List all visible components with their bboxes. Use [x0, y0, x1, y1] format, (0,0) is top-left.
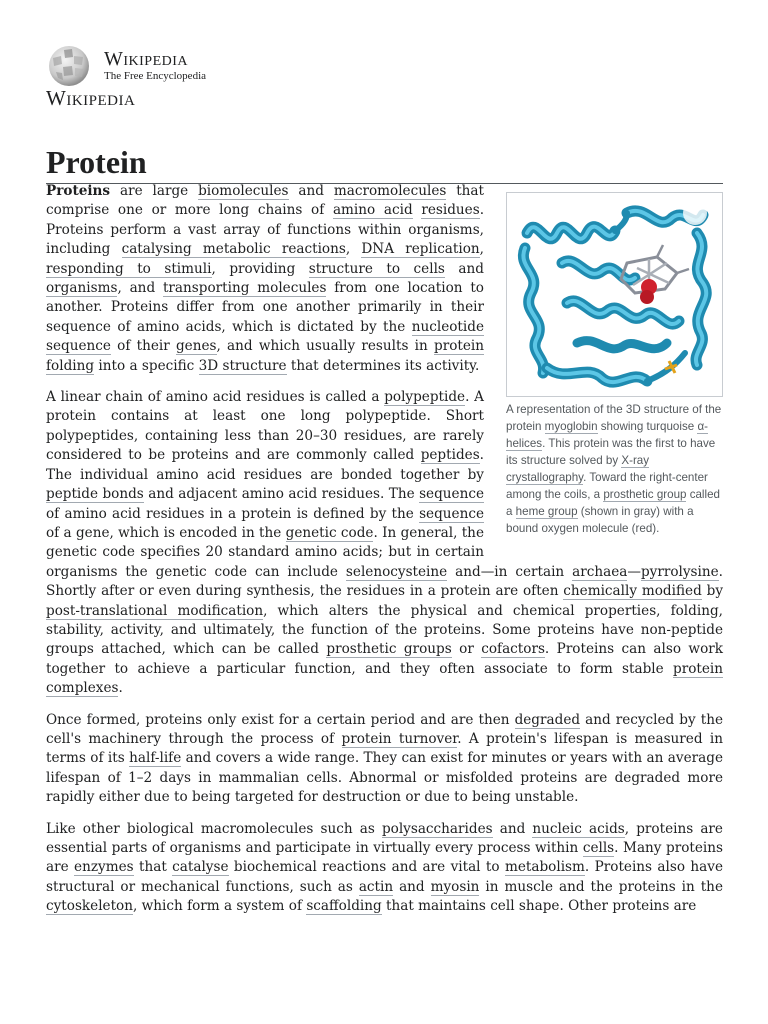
- caption-link-x-ray-crystallography[interactable]: X-ray crystallography: [506, 454, 650, 484]
- site-title[interactable]: Wikipedia: [46, 86, 136, 110]
- wordmark-tagline: The Free Encyclopedia: [104, 69, 207, 82]
- link-prosthetic-groups[interactable]: prosthetic groups: [326, 641, 452, 658]
- link-protein-folding[interactable]: protein folding: [46, 338, 485, 374]
- link-chemically-modified[interactable]: chemically modified: [563, 583, 702, 600]
- paragraph-functions: Like other biological macromolecules such as polysaccharides and nucleic acids, proteins are essential parts of organisms and participate in virtually every process within cells. Many proteins are enzymes that catalyse biochemical reactions and are vital to metabolism. Proteins also have structural or mechanical functions, such as actin and myosin in muscle and the proteins in the cytoskeleton, which form a system of scaffolding that maintains cell shape. Other proteins are: [46, 820, 723, 915]
- page-title: Protein: [46, 143, 723, 184]
- link-degraded[interactable]: degraded: [514, 711, 581, 728]
- link-peptides[interactable]: peptides: [420, 447, 480, 464]
- link-catalyse[interactable]: catalyse: [172, 859, 229, 876]
- link-organisms[interactable]: organisms: [46, 280, 118, 297]
- caption-link-myoglobin[interactable]: myoglobin: [544, 420, 598, 433]
- link-polysaccharides[interactable]: polysaccharides: [381, 820, 493, 837]
- link-nucleic-acids[interactable]: nucleic acids: [532, 820, 625, 837]
- link-enzymes[interactable]: enzymes: [74, 859, 134, 876]
- link-half-life[interactable]: half-life: [129, 750, 182, 767]
- link-nucleotide-sequence[interactable]: nucleotide sequence: [46, 318, 484, 355]
- link-peptide-bonds[interactable]: peptide bonds: [46, 486, 144, 503]
- paragraph-intro: Proteins are large biomolecules and macromolecules that comprise one or more long chains of amino acid residues. Proteins perform a vast array of functions within organisms, including catalysing metabolic reactions, DNA replication, responding to stimuli, providing structure to cells and organisms, and transporting molecules from one location to another. Proteins differ from one another primarily in their sequence of amino acids, which is dictated by the nucleotide sequence of their genes, and which usually results in protein folding into a specific 3D structure that determines its activity.: [46, 183, 485, 374]
- paragraph-polypeptides: A linear chain of amino acid residues is called a polypeptide. A protein contains at least one long polypeptide. Short polypeptides, containing less than 20–30 residues, are rarely considered to be proteins and are commonly called peptides. The individual amino acid residues are bonded together by peptide bonds and adjacent amino acid residues. The sequence of amino acid residues in a protein is defined by the sequence of a gene, which is encoded in the genetic code. In general, the genetic code specifies 20 standard amino acids; but in certain organisms the genetic code can include selenocysteine and—in certain archaea—pyrrolysine. Shortly after or even during synthesis, the residues in a protein are often chemically modified by post-translational modification, which alters the physical and chemical properties, folding, stability, activity, and ultimately, the function of the proteins. Some proteins have non-peptide groups attached, which can be called prosthetic groups or cofactors. Proteins can also work together to achieve a particular function, and they often associate to form stable protein complexes.: [46, 389, 724, 697]
- myoglobin-structure-illustration: [507, 193, 722, 396]
- wordmark-name: Wikipedia: [104, 47, 189, 70]
- image-figure: [506, 192, 723, 537]
- link-genetic-code[interactable]: genetic code: [285, 524, 374, 541]
- link-structure-to-cells[interactable]: structure to cells: [308, 260, 445, 277]
- link-scaffolding[interactable]: scaffolding: [306, 898, 382, 915]
- article-body: [46, 182, 723, 929]
- wikipedia-globe-icon: [44, 42, 96, 88]
- link-biomolecules[interactable]: biomolecules: [198, 183, 289, 199]
- link-protein-turnover[interactable]: protein turnover: [341, 730, 458, 747]
- bold-term-proteins: Proteins: [46, 183, 111, 199]
- link-protein-complexes[interactable]: protein complexes: [46, 660, 723, 697]
- caption-link-heme-group[interactable]: heme group: [515, 505, 578, 518]
- link-catalysing-metabolic-reactions[interactable]: catalysing metabolic reactions: [121, 241, 346, 258]
- link-sequence-protein[interactable]: sequence: [419, 486, 484, 503]
- link-sequence-gene[interactable]: sequence: [419, 505, 484, 522]
- caption-link-alpha-helices[interactable]: α-helices: [506, 420, 709, 450]
- link-pyrrolysine[interactable]: pyrrolysine: [640, 563, 719, 580]
- link-selenocysteine[interactable]: selenocysteine: [345, 563, 448, 580]
- link-genes[interactable]: genes: [175, 338, 217, 355]
- link-macromolecules[interactable]: macromolecules: [333, 183, 447, 199]
- link-archaea[interactable]: archaea: [572, 563, 628, 580]
- wikipedia-logo[interactable]: [44, 42, 206, 88]
- link-transporting-molecules[interactable]: transporting molecules: [162, 280, 327, 297]
- paragraph-turnover: Once formed, proteins only exist for a certain period and are then degraded and recycled by the cell's machinery through the process of protein turnover. A protein's lifespan is measured in terms of its half-life and covers a wide range. They can exist for minutes or years with an average lifespan of 1–2 days in mammalian cells. Abnormal or misfolded proteins are degraded more rapidly either due to being targeted for destruction or due to being unstable.: [46, 711, 724, 806]
- image-caption: A representation of the 3D structure of the protein myoglobin showing turquoise α-helices. This protein was the first to have its structure solved by X-ray crystallography. Toward the right-center among the coils, a prosthetic group called a heme group (shown in gray) with a bound oxygen molecule (red).: [506, 403, 722, 535]
- link-myosin[interactable]: myosin: [430, 878, 480, 895]
- link-cells[interactable]: cells: [582, 840, 615, 856]
- link-dna-replication[interactable]: DNA replication: [361, 241, 480, 258]
- link-polypeptide[interactable]: polypeptide: [384, 389, 466, 406]
- link-responding-to-stimuli[interactable]: responding to stimuli: [46, 260, 212, 277]
- link-cytoskeleton[interactable]: cytoskeleton: [46, 898, 133, 915]
- link-3d-structure[interactable]: 3D structure: [198, 357, 287, 374]
- myoglobin-image[interactable]: [506, 192, 723, 397]
- link-metabolism[interactable]: metabolism: [504, 859, 585, 876]
- link-residues[interactable]: residues: [421, 202, 480, 219]
- link-cofactors[interactable]: cofactors: [481, 641, 545, 658]
- caption-link-prosthetic-group[interactable]: prosthetic group: [603, 488, 687, 501]
- link-amino-acid[interactable]: amino acid: [332, 202, 413, 219]
- link-actin[interactable]: actin: [358, 878, 394, 895]
- link-post-translational-modification[interactable]: post-translational modification: [46, 602, 264, 619]
- oxygen-molecule: [640, 279, 657, 304]
